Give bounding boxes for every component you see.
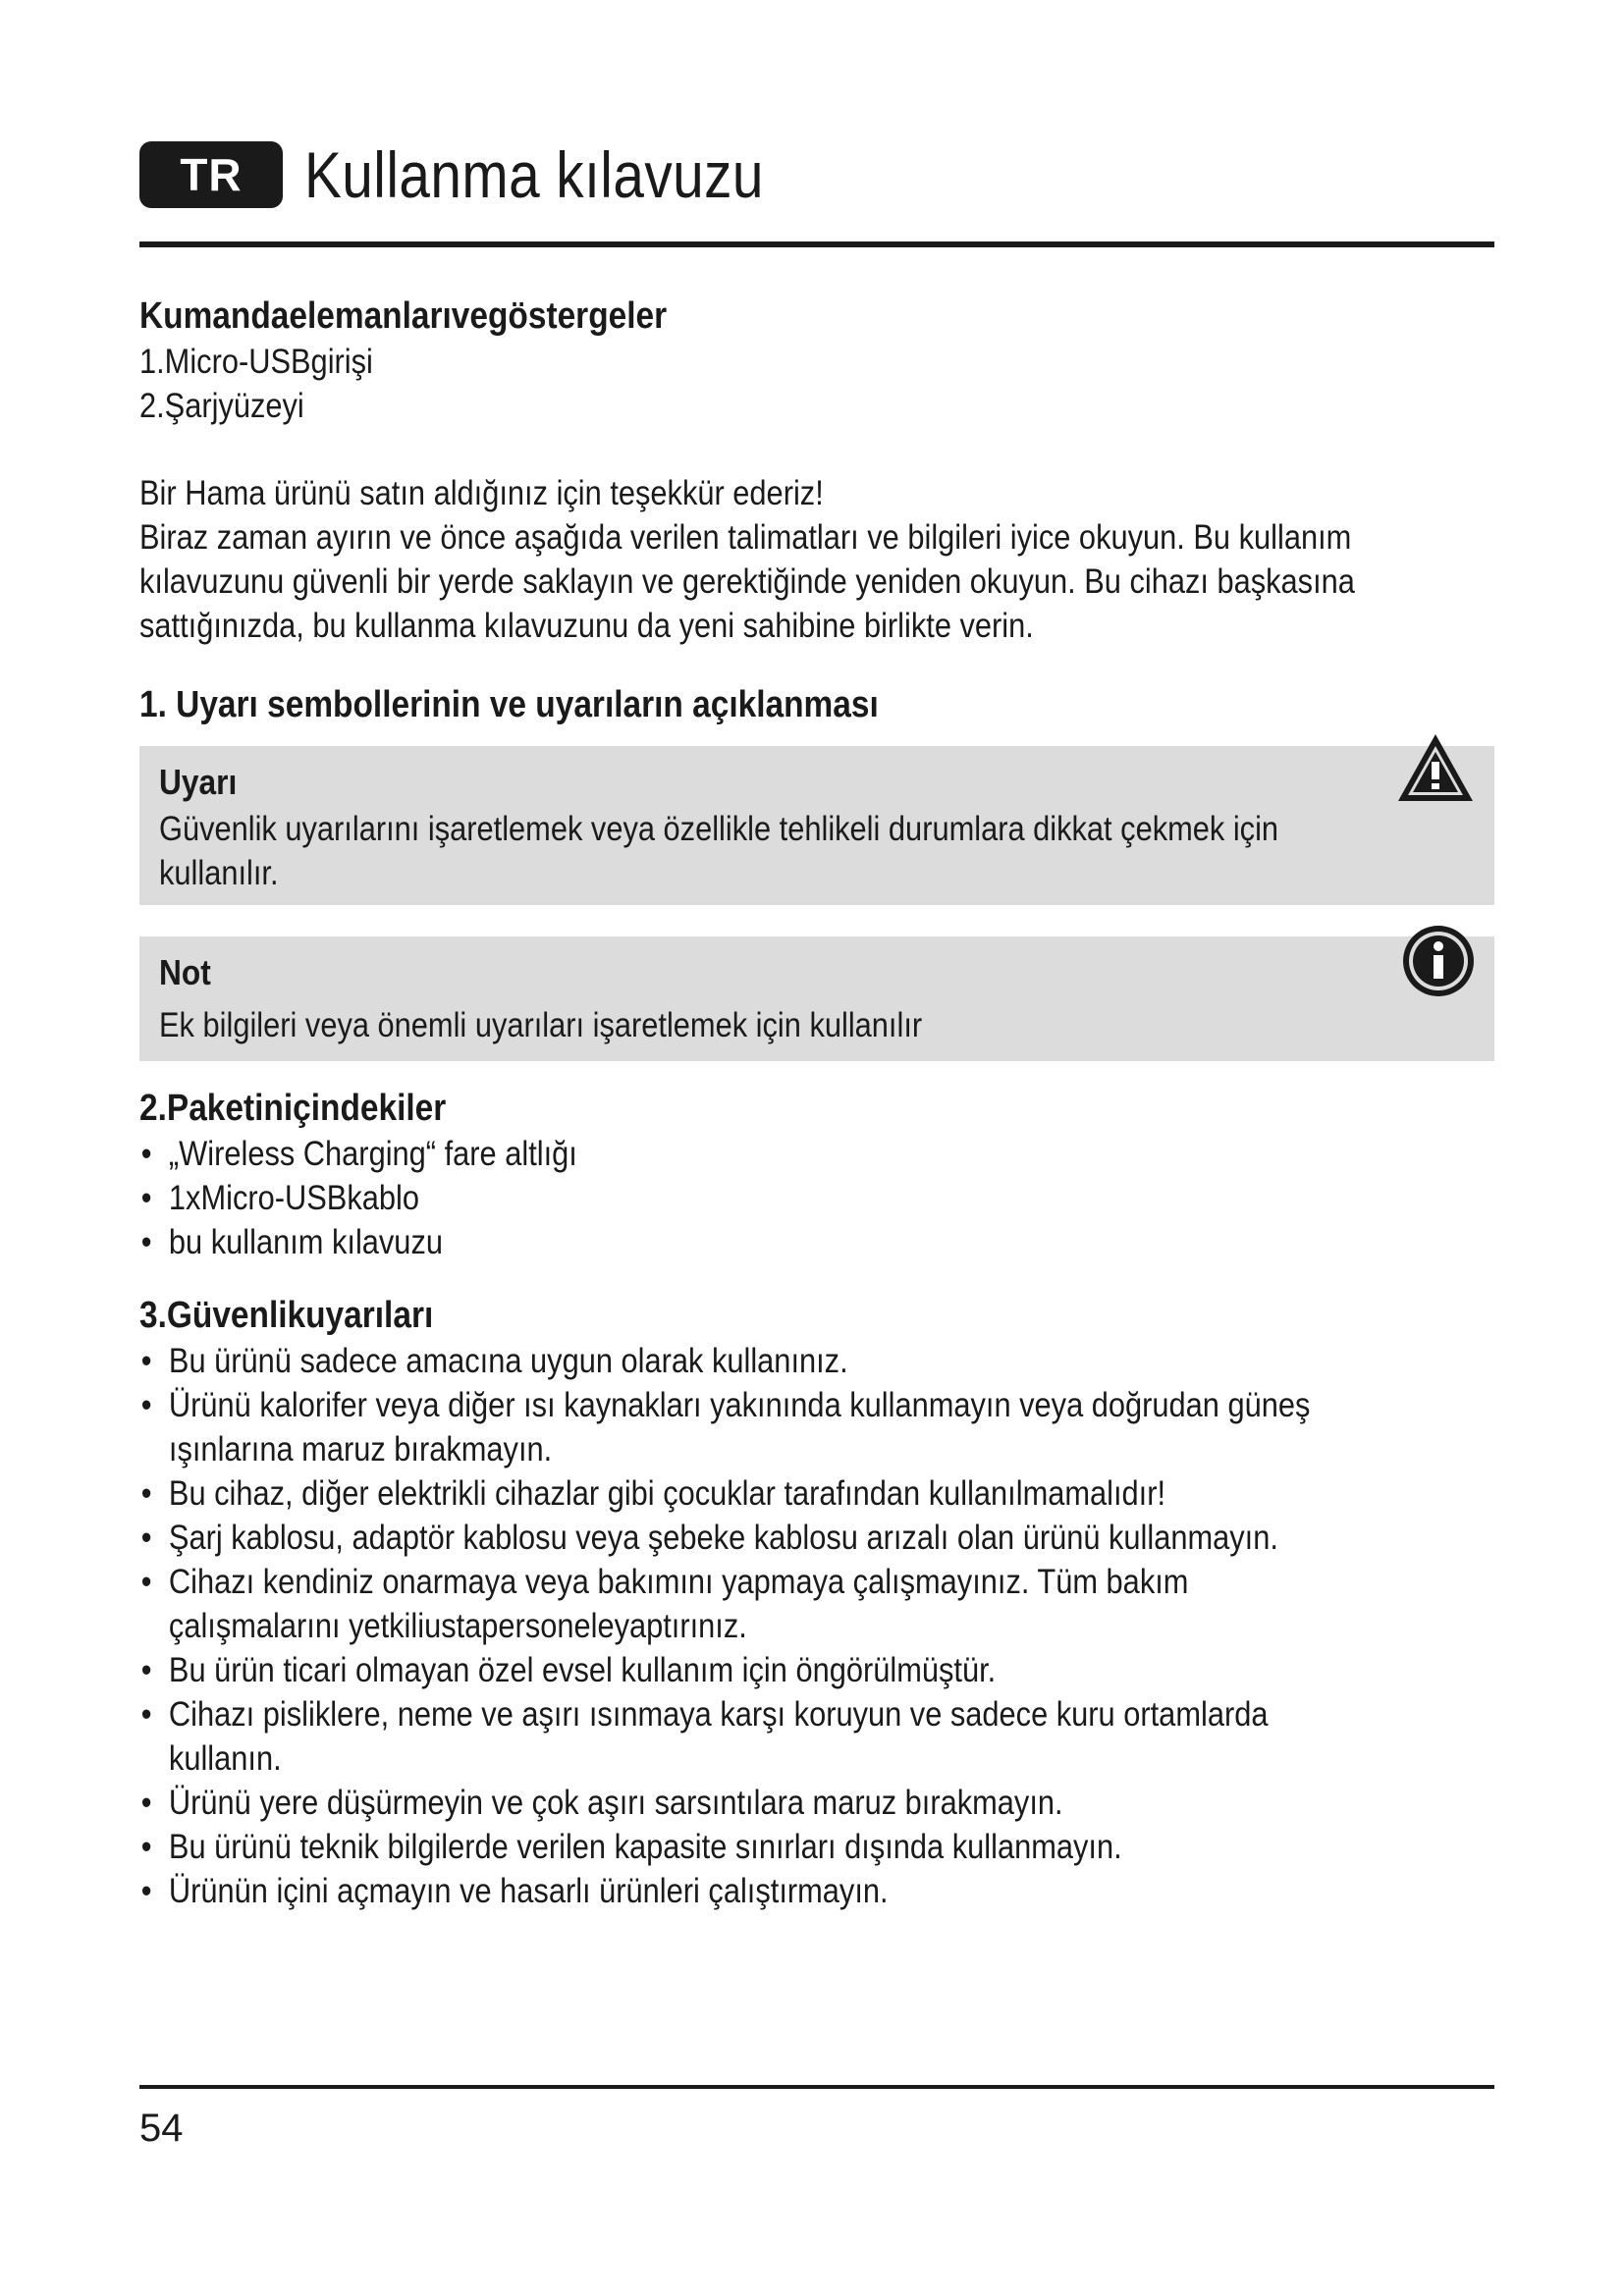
note-text: Ek bilgileri veya önemli uyarıları işaretlemek için kullanılır [159, 1006, 923, 1044]
controls-item: 2.Şarjyüzeyi [139, 387, 304, 425]
note-callout [139, 936, 1494, 1061]
list-item: • Ürünü kalorifer veya diğer ısı kaynakları yakınında kullanmayın veya doğrudan güneş ışınlarına maruz bırakmayın. [139, 1383, 1331, 1471]
intro-section [139, 471, 1498, 648]
footer-divider [139, 2085, 1494, 2089]
list-item: • Bu ürün ticari olmayan özel evsel kullanım için öngörülmüştür. [139, 1648, 1331, 1692]
controls-section [139, 293, 1498, 428]
page-header [139, 137, 839, 212]
intro-line: Bir Hama ürünü satın aldığınız için teşekkür ederiz! [139, 474, 824, 512]
list-item: • bu kullanım kılavuzu [139, 1220, 1498, 1264]
page-content [139, 293, 1494, 1913]
contents-list [139, 1132, 1498, 1264]
controls-heading: Kumandaelemanlarıvegöstergeler [139, 295, 668, 337]
list-item: • Bu ürünü teknik bilgilerde verilen kapasite sınırları dışında kullanmayın. [139, 1825, 1331, 1869]
warning-text: kullanılır. [159, 854, 279, 892]
list-item: • Bu cihaz, diğer elektrikli cihazlar gibi çocuklar tarafından kullanılmamalıdır! [139, 1471, 1331, 1516]
warning-text: Güvenlik uyarılarını işaretlemek veya özellikle tehlikeli durumlara dikkat çekmek için [159, 810, 1279, 848]
intro-line: sattığınızda, bu kullanma kılavuzunu da yeni sahibine birlikte verin. [139, 607, 1034, 645]
section1-heading-wrap [139, 681, 1498, 728]
section2-heading: 2.Paketiniçindekiler [139, 1088, 447, 1129]
list-item: • Ürünü yere düşürmeyin ve çok aşırı sarsıntılara maruz bırakmayın. [139, 1781, 1331, 1825]
warning-title: Uyarı [159, 762, 238, 802]
list-item: • Bu ürünü sadece amacına uygun olarak kullanınız. [139, 1339, 1331, 1383]
list-item: • „Wireless Charging“ fare altlığı [139, 1132, 1498, 1176]
warning-triangle-icon [1394, 730, 1477, 810]
list-item: • Şarj kablosu, adaptör kablosu veya şebeke kablosu arızalı olan ürünü kullanmayın. [139, 1516, 1331, 1560]
list-item: • Cihazı kendiniz onarmaya veya bakımını yapmaya çalışmayınız. Tüm bakım çalışmalarını yetkiliustapersoneleyaptırınız. [139, 1560, 1331, 1648]
intro-line: kılavuzunu güvenli bir yerde saklayın ve gerektiğinde yeniden okuyun. Bu cihazı başkasına [139, 562, 1355, 601]
list-item: • 1xMicro-USBkablo [139, 1176, 1498, 1220]
warning-callout [139, 746, 1494, 905]
intro-line: Biraz zaman ayırın ve önce aşağıda verilen talimatları ve bilgileri iyice okuyun. Bu kullanım [139, 518, 1352, 557]
language-badge: TR [139, 141, 283, 208]
section1-heading: 1. Uyarı sembollerinin ve uyarıların açıklanması [139, 684, 879, 725]
section3-heading: 3.Güvenlikuyarıları [139, 1295, 434, 1336]
list-item: • Ürünün içini açmayın ve hasarlı ürünleri çalıştırmayın. [139, 1869, 1331, 1913]
section3 [139, 1292, 1498, 1913]
page-number: 54 [139, 2107, 184, 2150]
section2 [139, 1085, 1498, 1264]
safety-list [139, 1339, 1331, 1913]
header-divider [139, 241, 1494, 247]
document-title: Kullanma kılavuzu [304, 138, 764, 211]
list-item: • Cihazı pisliklere, neme ve aşırı ısınmaya karşı koruyun ve sadece kuru ortamlarda kullanın. [139, 1692, 1331, 1781]
controls-item: 1.Micro-USBgirişi [139, 343, 373, 381]
note-title: Not [159, 952, 211, 992]
info-circle-icon [1400, 923, 1477, 1004]
